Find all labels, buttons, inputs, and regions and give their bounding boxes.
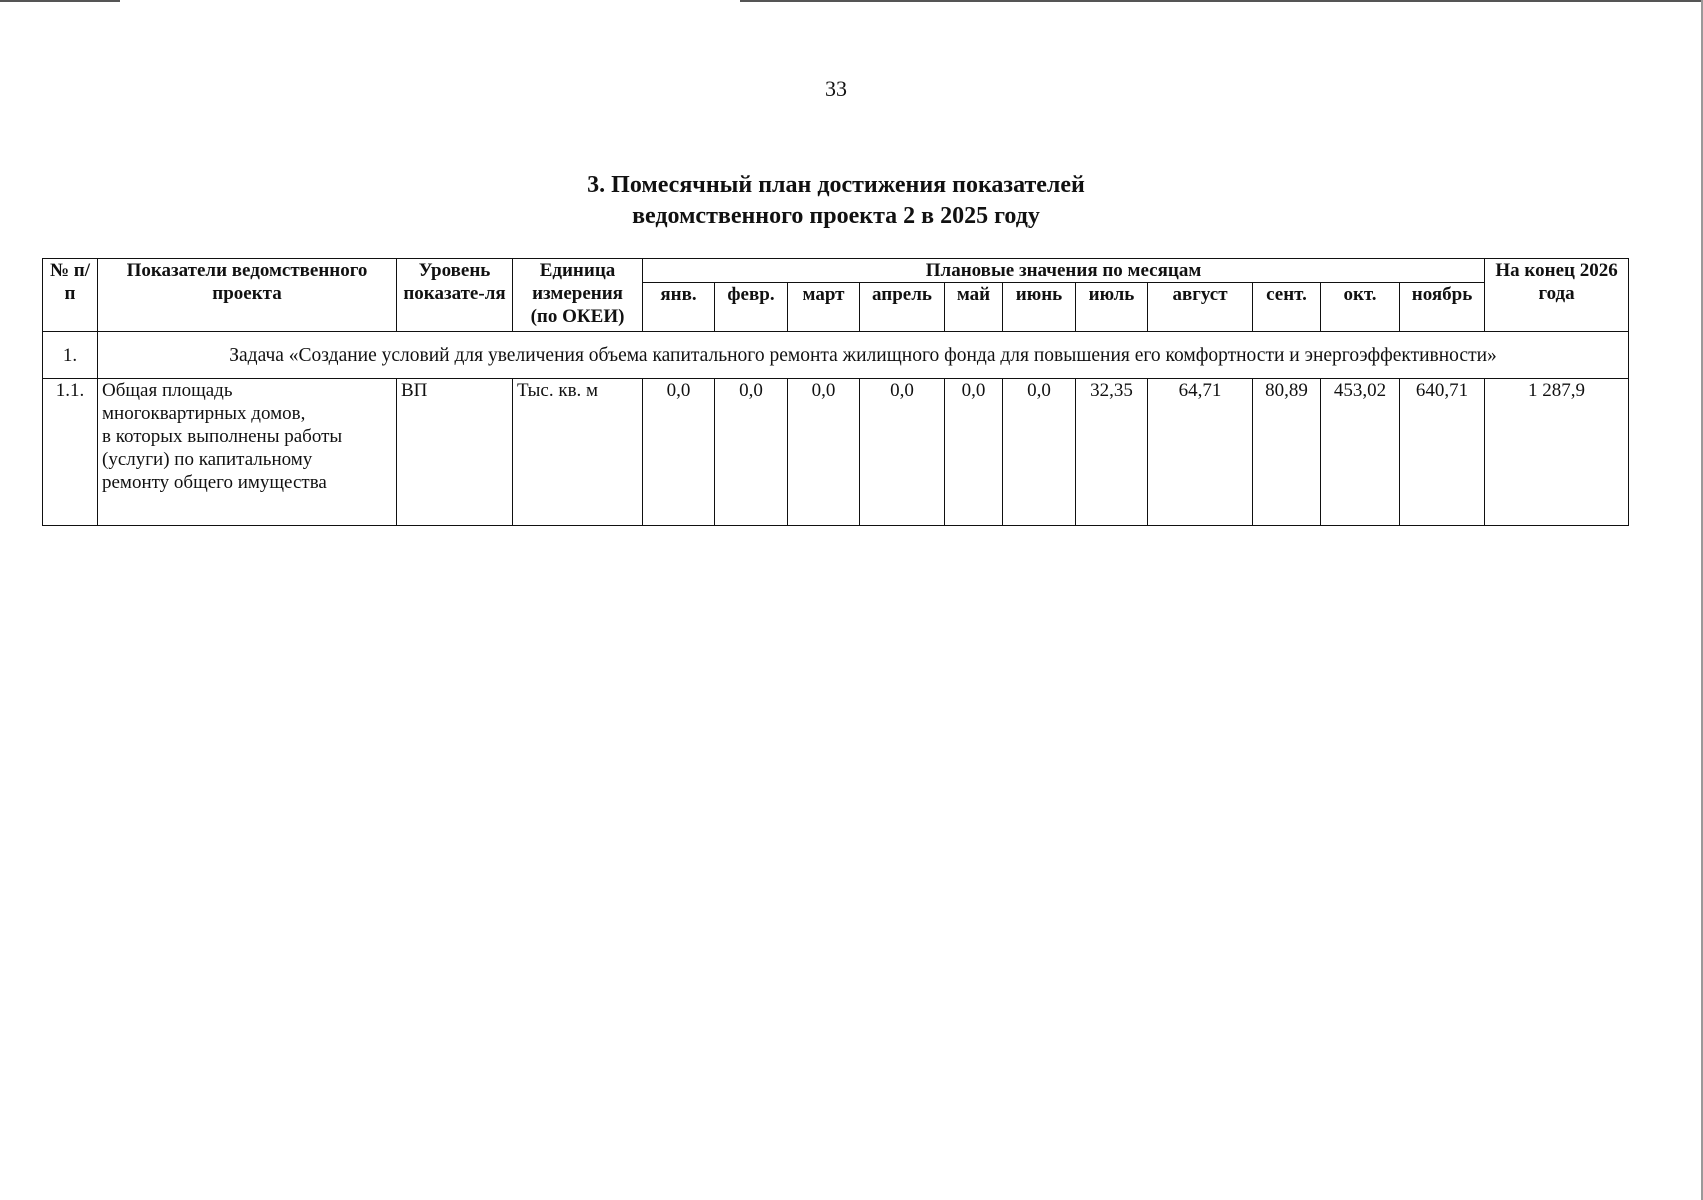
indicator-name-line: Общая площадь: [102, 380, 233, 401]
row-year-end: 1 287,9: [1485, 379, 1629, 526]
indicator-name-line: многоквартирных домов,: [102, 403, 306, 424]
row-value-aug: 64,71: [1148, 379, 1253, 526]
header-month: янв.: [643, 283, 715, 332]
header-month: июнь: [1003, 283, 1076, 332]
header-month: май: [945, 283, 1003, 332]
header-month: апрель: [860, 283, 945, 332]
table-row: [43, 379, 1629, 526]
row-value-jul: 32,35: [1076, 379, 1148, 526]
row-value-jun: 0,0: [1003, 379, 1076, 526]
header-monthly-group: Плановые значения по месяцам: [643, 259, 1485, 283]
monthly-plan-table: [42, 258, 1629, 526]
row-value-mar: 0,0: [788, 379, 860, 526]
page-number: 33: [825, 76, 847, 101]
row-indicator-name: [98, 379, 397, 526]
row-value-jan: 0,0: [643, 379, 715, 526]
header-month: март: [788, 283, 860, 332]
header-month: август: [1148, 283, 1253, 332]
row-value-nov: 640,71: [1400, 379, 1485, 526]
header-indicator: Показатели ведомственного проекта: [98, 259, 397, 332]
row-value-feb: 0,0: [715, 379, 788, 526]
top-border-line-left: [0, 0, 120, 2]
task-num: 1.: [43, 332, 98, 379]
header-level: Уровень показате-ля: [397, 259, 513, 332]
header-num: № п/п: [43, 259, 98, 332]
title-line-1: 3. Помесячный план достижения показателей: [587, 172, 1085, 198]
row-value-may: 0,0: [945, 379, 1003, 526]
header-unit: Единица измерения (по ОКЕИ): [513, 259, 643, 332]
indicator-name-line: (услуги) по капитальному: [102, 449, 313, 470]
row-unit: Тыс. кв. м: [513, 379, 643, 526]
header-year-end: На конец 2026 года: [1485, 259, 1629, 332]
top-border-line-right: [740, 0, 1703, 2]
row-value-sep: 80,89: [1253, 379, 1321, 526]
document-title: [0, 170, 1672, 232]
header-month: ноябрь: [1400, 283, 1485, 332]
row-value-apr: 0,0: [860, 379, 945, 526]
title-line-2: ведомственного проекта 2 в 2025 году: [632, 203, 1040, 229]
header-month: сент.: [1253, 283, 1321, 332]
header-month: июль: [1076, 283, 1148, 332]
row-value-oct: 453,02: [1321, 379, 1400, 526]
indicator-name-line: ремонту общего имущества: [102, 472, 327, 493]
task-row: [43, 332, 1629, 379]
header-month: окт.: [1321, 283, 1400, 332]
header-month: февр.: [715, 283, 788, 332]
indicator-name-line: в которых выполнены работы: [102, 426, 343, 447]
row-level: ВП: [397, 379, 513, 526]
row-num: 1.1.: [43, 379, 98, 526]
task-text: Задача «Создание условий для увеличения объема капитального ремонта жилищного фонда для повышения его комфортности и энергоэффективности»: [98, 332, 1629, 379]
